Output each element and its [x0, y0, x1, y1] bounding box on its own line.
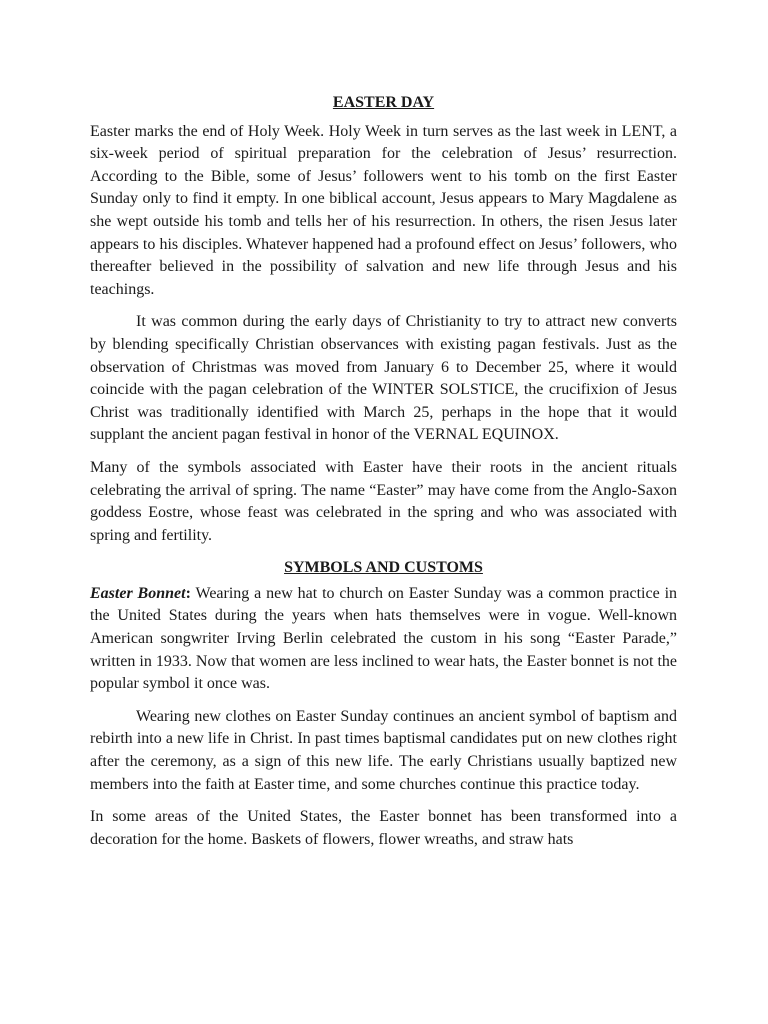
paragraph-symbols: Many of the symbols associated with Easter have their roots in the ancient rituals celebrating the arrival of spring. The name “Easter” may have come from the Anglo-Saxon goddess Eostre, whose feast was celebrated in the spring and who was associated with spring and fertility.: [90, 458, 677, 544]
term-easter-bonnet: Easter Bonnet: [90, 584, 186, 602]
paragraph-holy-week: Easter marks the end of Holy Week. Holy Week in turn serves as the last week in LENT, a six-week period of spiritual preparation for the celebration of Jesus’ resurrection. According to the Bible, some of Jesus’ followers went to his tomb on the first Easter Sunday only to find it empty. In one biblical account, Jesus appears to Mary Magdalene as she wept outside his tomb and tells her of his resurrection. In others, the risen Jesus later appears to his disciples. Whatever happened had a profound effect on Jesus’ followers, who thereafter believed in the possibility of salvation and new life through Jesus and his teachings.: [90, 122, 677, 298]
term-colon: :: [185, 584, 191, 602]
easter-bonnet-text: Wearing a new hat to church on Easter Sunday was a common practice in the United States during the years when hats themselves were in vogue. Well-known American songwriter Irving Berlin celebrated the custom in his song “Easter Parade,” written in 1933. Now that women are less inclined to wear hats, the Easter bonnet is not the popular symbol it once was.: [90, 584, 678, 693]
paragraph-new-clothes: Wearing new clothes on Easter Sunday continues an ancient symbol of baptism and rebirth into a new life in Christ. In past times baptismal candidates put on new clothes right after the ceremony, as a sign of this new life. The early Christians usually baptized new members into the faith at Easter time, and some churches continue this practice today.: [90, 707, 677, 793]
paragraph-christianity: It was common during the early days of Christianity to try to attract new converts by blending specifically Christian observances with existing pagan festivals. Just as the observation of Christmas was moved from January 6 to December 25, where it would coincide with the pagan celebration of the WINTER SOLSTICE, the crucifixion of Jesus Christ was traditionally identified with March 25, perhaps in the hope that it would supplant the ancient pagan festival in honor of the VERNAL EQUINOX.: [90, 313, 677, 444]
paragraph-home-decoration: In some areas of the United States, the Easter bonnet has been transformed into a decoration for the home. Baskets of flowers, flower wreaths, and straw hats: [90, 808, 677, 848]
section-heading-symbols-customs: SYMBOLS AND CUSTOMS: [284, 559, 483, 577]
paragraph-easter-bonnet: [90, 583, 677, 696]
document-title: EASTER DAY: [332, 94, 435, 111]
document-page: [90, 92, 677, 851]
